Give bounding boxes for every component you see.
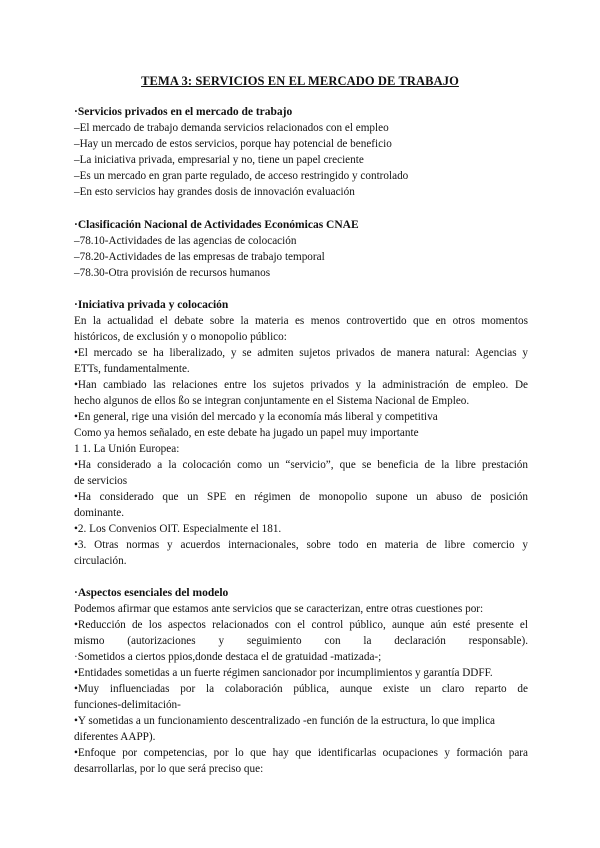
text-line: 1 1. La Unión Europea: [74,443,180,455]
text-line: diferentes AAPP). [74,731,156,743]
text-line: –La iniciativa privada, empresarial y no, tiene un papel creciente [74,154,364,166]
text-line: •Ha considerado a la colocación como un “servicio”, que se beneficia de la libre prestación [74,459,528,471]
text-line: •Enfoque por competencias, por lo que hay que identificarlas ocupaciones y formación para [74,747,528,759]
section-heading: ·Aspectos esenciales del modelo [74,587,229,599]
text-line: •Muy influenciadas por la colaboración pública, aunque existe un claro reparto de [74,683,528,695]
text-line: Como ya hemos señalado, en este debate ha jugado un papel muy importante [74,427,419,439]
text-line: –El mercado de trabajo demanda servicios relacionados con el empleo [74,122,389,134]
text-line: –78.20-Actividades de las empresas de trabajo temporal [74,251,325,263]
section-iniciativa-privada [74,297,528,569]
text-line: dominante. [74,507,125,519]
section-heading: ·Iniciativa privada y colocación [74,299,229,311]
text-line: –Es un mercado en gran parte regulado, de acceso restringido y controlado [74,170,409,182]
section-heading: ·Clasificación Nacional de Actividades Económicas CNAE [74,219,359,231]
text-line: funciones-delimitación- [74,699,181,711]
text-line: –78.30-Otra provisión de recursos humanos [74,267,271,279]
text-line: •Ha considerado que un SPE en régimen de monopolio supone un abuso de posición [74,491,528,503]
text-line: hecho algunos de ellos ßo se integran conjuntamente en el Sistema Nacional de Empleo. [74,395,470,407]
text-line: •En general, rige una visión del mercado y la economía más liberal y competitiva [74,411,438,423]
text-line: mismo (autorizaciones y seguimiento con la declaración responsable). [74,635,528,647]
document-title: TEMA 3: SERVICIOS EN EL MERCADO DE TRABAJO [141,74,459,88]
text-line: ·Sometidos a ciertos ppios,donde destaca el de gratuidad -matizada-; [74,651,382,663]
text-line: •3. Otras normas y acuerdos internacionales, sobre todo en materia de libre comercio y [74,539,528,551]
text-line: –En esto servicios hay grandes dosis de innovación evaluación [74,186,355,198]
text-line: Podemos afirmar que estamos ante servicios que se caracterizan, entre otras cuestiones por: [74,603,484,615]
text-line: En la actualidad el debate sobre la materia es menos controvertido que en otros momentos [74,315,528,327]
text-line: circulación. [74,555,127,567]
text-line: ETTs, fundamentalmente. [74,363,190,375]
text-line: •Y sometidas a un funcionamiento descentralizado -en función de la estructura, lo que implica [74,715,496,727]
section-aspectos-esenciales [74,585,528,777]
section-heading: ·Servicios privados en el mercado de trabajo [74,106,293,118]
text-line: •2. Los Convenios OIT. Especialmente el 181. [74,523,282,535]
text-line: •El mercado se ha liberalizado, y se admiten sujetos privados de manera natural: Agencias y [74,347,528,359]
text-line: •Reducción de los aspectos relacionados con el control público, aunque aún esté presente el [74,619,528,631]
section-cnae [74,217,528,281]
text-line: –Hay un mercado de estos servicios, porque hay potencial de beneficio [74,138,392,150]
text-line: •Han cambiado las relaciones entre los sujetos privados y la administración de empleo. De [74,379,528,391]
text-line: históricos, de exclusión y o monopolio público: [74,331,287,343]
text-line: desarrollarlas, por lo que será preciso que: [74,763,264,775]
text-line: •Entidades sometidas a un fuerte régimen sancionador por incumplimientos y garantía DDFF. [74,667,493,679]
section-servicios-privados [74,104,528,200]
text-line: de servicios [74,475,128,487]
text-line: –78.10-Actividades de las agencias de colocación [74,235,297,247]
